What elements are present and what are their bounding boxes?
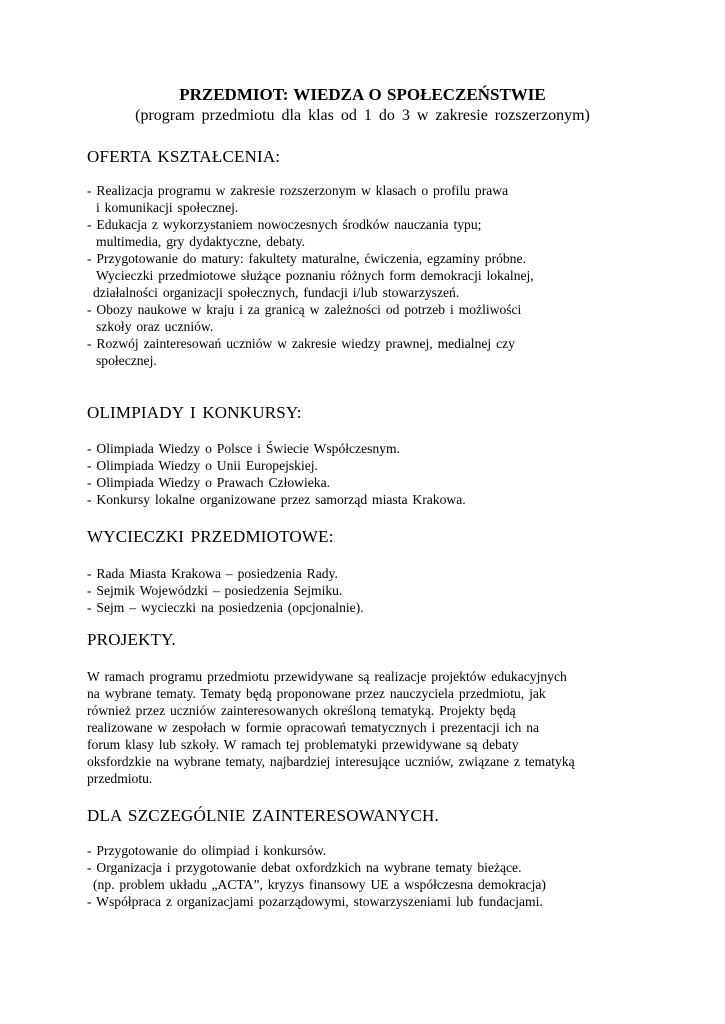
section-heading-projekty: PROJEKTY. [87,630,176,649]
paragraph-line: realizowane w zespołach w formie opracowań tematycznych i prezentacji ich na [87,720,540,735]
list-item: - Olimpiada Wiedzy o Prawach Człowieka. [87,475,331,490]
list-item-continuation: społecznej. [96,353,157,368]
list-item-continuation: działalności organizacji społecznych, fundacji i/lub stowarzyszeń. [93,285,460,300]
list-item: - Organizacja i przygotowanie debat oxfordzkich na wybrane tematy bieżące. [87,860,522,875]
list-item: - Realizacja programu w zakresie rozszerzonym w klasach o profilu prawa [87,183,509,198]
list-item: - Sejmik Wojewódzki – posiedzenia Sejmiku. [87,583,343,598]
list-item: - Rozwój zainteresowań uczniów w zakresie wiedzy prawnej, medialnej czy [87,336,515,351]
section-heading-wycieczki: WYCIECZKI PRZEDMIOTOWE: [87,527,334,546]
paragraph-line: forum klasy lub szkoły. W ramach tej problematyki przewidywane są debaty [87,737,519,752]
paragraph-line: W ramach programu przedmiotu przewidywane są realizacje projektów edukacyjnych [87,669,567,684]
list-item: - Obozy naukowe w kraju i za granicą w zależności od potrzeb i możliwości [87,302,522,317]
section-heading-oferta: OFERTA KSZTAŁCENIA: [87,147,281,166]
list-item: - Rada Miasta Krakowa – posiedzenia Rady. [87,566,338,581]
list-item-continuation: i komunikacji społecznej. [96,200,239,215]
paragraph-line: na wybrane tematy. Tematy będą proponowane przez nauczyciela przedmiotu, jak [87,686,546,701]
list-item: - Przygotowanie do matury: fakultety maturalne, ćwiczenia, egzaminy próbne. [87,251,526,266]
list-item: - Konkursy lokalne organizowane przez samorząd miasta Krakowa. [87,492,466,507]
section-heading-dla-zainteresowanych: DLA SZCZEGÓLNIE ZAINTERESOWANYCH. [87,806,439,825]
list-item-continuation: (np. problem układu „ACTA”, kryzys finansowy UE a współczesna demokracja) [93,877,546,892]
list-item-continuation: Wycieczki przedmiotowe służące poznaniu różnych form demokracji lokalnej, [96,268,534,283]
list-item: - Olimpiada Wiedzy o Unii Europejskiej. [87,458,318,473]
paragraph-line: oksfordzkie na wybrane tematy, najbardziej interesujące uczniów, związane z tematyką [87,754,575,769]
paragraph-line: również przez uczniów zainteresowanych określoną tematyką. Projekty będą [87,703,516,718]
list-item: - Edukacja z wykorzystaniem nowoczesnych środków nauczania typu; [87,217,482,232]
list-item-continuation: multimedia, gry dydaktyczne, debaty. [96,234,305,249]
list-item-continuation: szkoły oraz uczniów. [96,319,214,334]
list-item: - Sejm – wycieczki na posiedzenia (opcjonalnie). [87,600,364,615]
page-title: PRZEDMIOT: WIEDZA O SPOŁECZEŃSTWIE [179,85,546,104]
page-subtitle: (program przedmiotu dla klas od 1 do 3 w zakresie rozszerzonym) [135,107,590,124]
paragraph-line: przedmiotu. [87,771,153,786]
list-item: - Przygotowanie do olimpiad i konkursów. [87,843,327,858]
list-item: - Współpraca z organizacjami pozarządowymi, stowarzyszeniami lub fundacjami. [87,894,543,909]
list-item: - Olimpiada Wiedzy o Polsce i Świecie Współczesnym. [87,441,400,456]
section-heading-olimpiady: OLIMPIADY I KONKURSY: [87,403,302,422]
